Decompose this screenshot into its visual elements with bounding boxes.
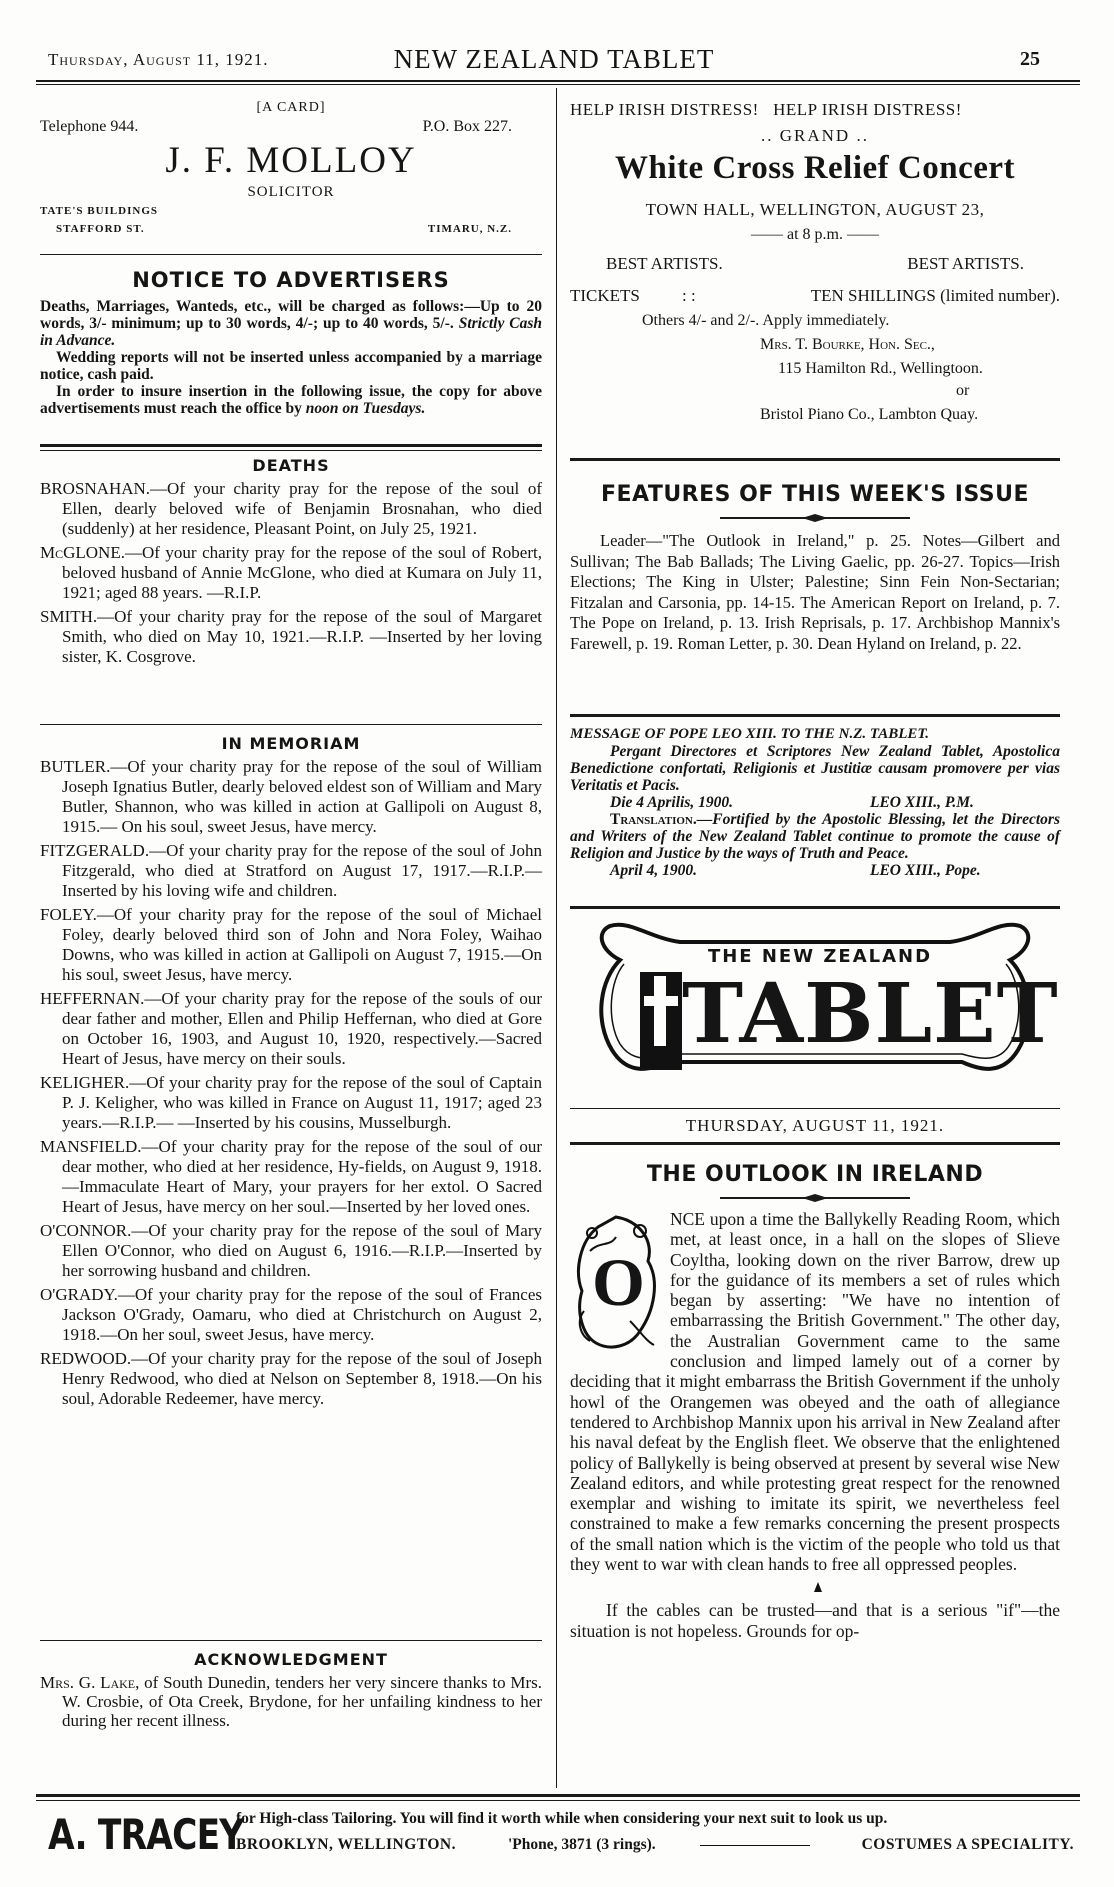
message-latin-date: Die 4 Aprilis, 1900. xyxy=(610,794,734,811)
ornamental-rule-icon xyxy=(570,511,1060,525)
masthead-date-rule xyxy=(570,1142,1060,1145)
death-entry: SMITH.—Of your charity pray for the repose of the soul of Margaret Smith, who died on May 10, 1921.—R.I.P. —Inserted by her loving sister, K. Cosgrove. xyxy=(40,607,542,666)
page-number: 25 xyxy=(1020,48,1040,70)
column-divider xyxy=(556,88,557,1788)
concert-artists-left: BEST ARTISTS. xyxy=(606,254,723,273)
outlook-p1-start: NCE upon a time the Ballykelly Reading Room, which met, at least once, in a hall on the slopes of Slieve Coyltha, looking down on the river Barrow, drew up for the guidance of its members a set of rules which began by asserting: "We have no intention of embarrassing the British Government." xyxy=(670,1209,1060,1331)
acknowledgment-section xyxy=(40,1650,542,1734)
message-trans-sign: LEO XIII., Pope. xyxy=(870,862,981,879)
ornamental-rule-icon xyxy=(570,1191,1060,1205)
notice-title: NOTICE TO ADVERTISERS xyxy=(132,268,450,292)
footer-rule-thin xyxy=(36,1800,1080,1801)
masthead-big: TABLET xyxy=(682,966,1059,1062)
features-section xyxy=(570,482,1060,654)
outlook-title: THE OUTLOOK IN IRELAND xyxy=(646,1162,984,1187)
tracey-dash xyxy=(700,1845,810,1846)
deaths-title: DEATHS xyxy=(252,456,330,475)
memoriam-rule xyxy=(40,1640,542,1641)
concert-alt: Bristol Piano Co., Lambton Quay. xyxy=(760,406,979,423)
death-name: McGLONE. xyxy=(40,543,125,562)
concert-time: —— at 8 p.m. —— xyxy=(751,226,879,243)
memoriam-entry: HEFFERNAN.—Of your charity pray for the repose of the souls of our dear father and mother, Ellen and Philip Heffernan, who died at Gore on October 16, 1903, and August 10, 1920, respectively.—Sacred Heart of Jesus, have mercy on their souls. xyxy=(40,989,542,1068)
tracey-speciality: COSTUMES A SPECIALITY. xyxy=(861,1836,1074,1853)
memoriam-entry: FITZGERALD.—Of your charity pray for the repose of the soul of John Fitzgerald, who died at Stratford on August 17, 1917.—R.I.P.—Inserted by his loving wife and children. xyxy=(40,841,542,900)
solicitor-card xyxy=(40,100,542,250)
card-telephone: Telephone 944. xyxy=(40,118,139,135)
tracey-line1: for High-class Tailoring. You will find it worth while when considering your next suit to look us up. xyxy=(236,1810,888,1827)
concert-ad xyxy=(570,100,1060,424)
footer-rule xyxy=(36,1794,1080,1797)
message-rule xyxy=(570,906,1060,909)
concert-rule xyxy=(570,458,1060,461)
concert-tickets-label: TICKETS xyxy=(570,286,640,305)
concert-help: HELP IRISH DISTRESS! HELP IRISH DISTRESS! xyxy=(570,100,962,119)
memoriam-entry: BUTLER.—Of your charity pray for the repose of the soul of William Joseph Ignatius Butler, dearly beloved eldest son of William and Mary Butler, Shannon, who was killed in action at Gallipoli on August 8, 1915.— On his soul, sweet Jesus, have mercy. xyxy=(40,757,542,836)
memoriam-entry: FOLEY.—Of your charity pray for the repose of the soul of Michael Foley, dearly beloved third son of John and Nora Foley, Waihao Downs, who was killed in action at Gallipoli on August 7, 1915.—On his soul, sweet Jesus, have mercy. xyxy=(40,905,542,984)
paragraph-mark-icon xyxy=(570,1580,1060,1596)
acknowledgment-text: of South Dunedin, tenders her very sincere thanks to Mrs. W. Crosbie, of Ota Creek, Brydone, for her unfailing kindness to her during her recent illness. xyxy=(62,1673,543,1730)
outlook-p1-rest: The other day, the Australian Government came to the same conclusion and limped lamely out of a corner by deciding that it might embarrass the British Government if the unholy howl of the Orangemen was obeyed and the oath of allegiance tendered to Archbishop Mannix upon his arrival in New Zealand after his naval defeat by the English fleet. We observe that the enlightened policy of Ballykelly is being observed at present by several wise New Zealand editors, and while protesting great respect for the renowned exemplar and wishing to imitate its spirit, we nevertheless feel constrained to make a few remarks concerning the present prospects of the small nation which is the victim of the people who told us that they went to war with clean hands to free all oppressed peoples. xyxy=(570,1310,1060,1575)
outlook-paragraph-1 xyxy=(570,1209,1060,1574)
message-heading: MESSAGE OF POPE LEO XIII. TO THE N.Z. TABLET. xyxy=(570,726,929,742)
concert-or: or xyxy=(956,382,970,399)
outlook-paragraph-2: If the cables can be trusted—and that is a serious "if"—the situation is not hopeless. Grounds for op- xyxy=(570,1600,1060,1641)
concert-tickets-price: TEN SHILLINGS (limited number). xyxy=(810,286,1060,305)
tracey-address: BROOKLYN, WELLINGTON. xyxy=(236,1836,456,1853)
card-city: TIMARU, N.Z. xyxy=(427,223,512,235)
memoriam-entry: O'GRADY.—Of your charity pray for the repose of the soul of Frances Jackson O'Grady, Oamaru, who died at Christchurch on August 2, 1918.—On her soul, sweet Jesus, have mercy. xyxy=(40,1285,542,1344)
message-latin-sign: LEO XIII., P.M. xyxy=(870,794,974,811)
masthead-small: THE NEW ZEALAND xyxy=(707,946,933,967)
papal-message xyxy=(570,726,1060,879)
concert-address: 115 Hamilton Rd., Wellingtoon. xyxy=(778,360,983,377)
issue-date: Thursday, August 11, 1921. xyxy=(48,50,269,69)
death-entry: McGLONE.—Of your charity pray for the repose of the soul of Robert, beloved husband of Annie McGlone, who died at Kumara on July 11, 1921; aged 88 years. —R.I.P. xyxy=(40,543,542,602)
death-entry: BROSNAHAN.—Of your charity pray for the repose of the soul of Ellen, dearly beloved wife of Benjamin Brosnahan, who died (suddenly) at her residence, Pleasant Point, on July 25, 1921. xyxy=(40,479,542,538)
notice-deadline-time: noon on Tuesdays. xyxy=(305,400,426,417)
newspaper-title: NEW ZEALAND TABLET xyxy=(393,44,715,74)
memoriam-entry: KELIGHER.—Of your charity pray for the repose of the soul of Captain P. J. Keligher, who was killed in France on August 11, 1917; aged 23 years.—R.I.P.— —Inserted by his cousins, Musselburgh. xyxy=(40,1073,542,1132)
header-rule xyxy=(36,80,1080,82)
tracey-ad xyxy=(48,1808,1078,1868)
masthead-date: THURSDAY, AUGUST 11, 1921. xyxy=(685,1116,945,1135)
outlook-article xyxy=(570,1162,1060,1641)
notice-rule-thin xyxy=(40,450,542,451)
notice-cash: Strictly Cash in Advance. xyxy=(40,315,542,349)
memoriam-entry: MANSFIELD.—Of your charity pray for the repose of the soul of our dear mother, who died at her residence, Hy-fields, on August 9, 1918.—Immaculate Heart of Mary, your prayers for her extol. O Sacred Heart of Jesus, have mercy on her soul.—Inserted by her loved ones. xyxy=(40,1137,542,1216)
features-body: Leader—"The Outlook in Ireland," p. 25. Notes—Gilbert and Sullivan; The Bab Ballads; The Living Gaelic, pp. 26-27. Topics—Irish Elections; The King in Ulster; Palestine; Sinn Fein Non-Sectarian; Fitzalan and Carsonia, pp. 14-15. The American Report on Ireland, p. 7. The Pope on Ireland, p. 13. Irish Reprisals, p. 17. Archbishop Mannix's Farewell, p. 19. Roman Letter, p. 30. Dean Hyland on Ireland, p. 22. xyxy=(570,531,1060,653)
death-name: SMITH. xyxy=(40,607,98,626)
notice-rates: Deaths, Marriages, Wanteds, etc., will be charged as follows:—Up to 20 words, 3/- minimum; up to 30 words, 4/-; up to 40 words, 5/-. xyxy=(40,298,542,332)
card-address-line2: STAFFORD ST. xyxy=(56,223,145,235)
running-head xyxy=(48,44,1060,78)
notice-rule xyxy=(40,444,542,447)
concert-others: Others 4/- and 2/-. Apply immediately. xyxy=(642,312,890,329)
concert-tickets-sep: : : xyxy=(682,286,696,305)
deaths-section xyxy=(40,456,542,671)
card-address-line1: TATE'S BUILDINGS xyxy=(40,205,158,217)
message-translation: —Fortified by the Apostolic Blessing, let the Directors and Writers of the New Zealand Tablet continue to promote the cause of Religion and Justice by the ways of Truth and Peace. xyxy=(570,811,1060,862)
concert-grand: .. GRAND .. xyxy=(761,126,869,145)
concert-title: White Cross Relief Concert xyxy=(614,150,1016,186)
concert-secretary: Mrs. T. Bourke, Hon. Sec., xyxy=(760,336,935,353)
concert-venue: TOWN HALL, WELLINGTON, AUGUST 23, xyxy=(645,200,985,219)
memoriam-section xyxy=(40,734,542,1413)
memoriam-entry: REDWOOD.—Of your charity pray for the repose of the soul of Joseph Henry Redwood, who died at Nelson on September 8, 1918.—On his soul, Adorable Redeemer, have mercy. xyxy=(40,1349,542,1408)
message-translation-label: Translation. xyxy=(610,811,697,828)
tablet-masthead xyxy=(590,920,1059,1090)
acknowledgment-name: Mrs. G. Lake, xyxy=(40,1673,140,1692)
notice-deadline: In order to insure insertion in the following issue, the copy for above advertisements must reach the office by xyxy=(40,383,542,417)
memoriam-title: IN MEMORIAM xyxy=(221,734,361,753)
message-trans-date: April 4, 1900. xyxy=(610,862,697,879)
card-label: [A CARD] xyxy=(256,100,326,115)
tracey-phone: 'Phone, 3871 (3 rings). xyxy=(508,1836,656,1853)
card-rule xyxy=(40,254,542,255)
card-po-box: P.O. Box 227. xyxy=(422,118,512,135)
features-title: FEATURES OF THIS WEEK'S ISSUE xyxy=(600,482,1030,507)
card-role: SOLICITOR xyxy=(247,184,335,200)
deaths-rule xyxy=(40,724,542,725)
memoriam-entry: O'CONNOR.—Of your charity pray for the repose of the soul of Mary Ellen O'Connor, who died on August 6, 1916.—R.I.P.—Inserted by her sorrowing husband and children. xyxy=(40,1221,542,1280)
header-rule-thin xyxy=(36,84,1080,85)
notice-to-advertisers xyxy=(40,268,542,417)
tracey-name: A. TRACEY xyxy=(48,1810,244,1859)
notice-wedding: Wedding reports will not be inserted unless accompanied by a marriage notice, cash paid. xyxy=(40,349,542,383)
masthead-rule xyxy=(570,1108,1060,1109)
initial-ornament xyxy=(570,1211,662,1359)
initial-letter: O xyxy=(592,1244,645,1320)
features-rule xyxy=(570,714,1060,717)
card-name: J. F. MOLLOY xyxy=(165,140,417,181)
message-latin: Pergant Directores et Scriptores New Zealand Tablet, Apostolica Benedictione confortati, Religionis et Justitiæ causam promovere per vias Veritatis et Pacis. xyxy=(570,743,1060,794)
acknowledgment-title: ACKNOWLEDGMENT xyxy=(194,1650,388,1669)
concert-artists-right: BEST ARTISTS. xyxy=(907,254,1024,273)
death-name: BROSNAHAN. xyxy=(40,479,151,498)
